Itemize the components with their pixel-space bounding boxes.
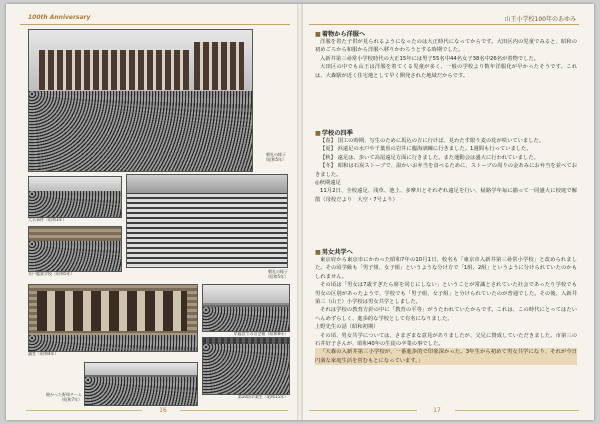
photo-ceremony [202, 284, 290, 332]
photo-students-2 [28, 226, 122, 272]
section-body-coeducation [315, 256, 577, 365]
left-page [6, 4, 299, 420]
photo-school-assembly [28, 29, 253, 172]
caption-students-1: 大名事件（昭和3年） [28, 217, 67, 222]
caption-ceremony: 岸藤宮での宣会報（昭和8年） [233, 331, 288, 336]
footer-rule [180, 410, 288, 411]
photo-students-1 [28, 176, 122, 218]
photo-hall [28, 284, 198, 352]
book-spread [6, 4, 594, 420]
caption-assembly-1: 朝礼の様子 （昭和5年） [263, 152, 286, 162]
paragraph: 【春】 国工の時期、写生のために馬込の方に行けば、見わたす限り麦の花が咲いていました。 [320, 138, 545, 144]
section-title-clothing: ■着物から洋服へ [315, 31, 366, 38]
section-body-clothing [315, 38, 577, 80]
bullet-icon: ■ [315, 31, 321, 38]
left-page-header: 100th Anniversary [28, 14, 91, 21]
photo-baseball-team [84, 362, 198, 406]
photo-morning-assembly [126, 174, 288, 268]
paragraph: 【秋】 遠足は、歩いて高尾遠足方面に行きました。また運動会は盛大に行われていました。 [320, 154, 539, 161]
quote-paragraph: 「大森の入新井第三小学校が、一番進歩的で印象深かった。3年生から初めて男女共学になり、それが今日円満な家庭生活を営むもとになっています。」 [315, 349, 577, 364]
photo-graduates [202, 337, 290, 395]
paragraph: ◎秋期遠足 [315, 180, 341, 187]
paragraph: 入新井第三尋常小学校時代の大正15年には男子55名中44名女子38名中26名が着物でした。 [320, 55, 540, 62]
paragraph: 【夏】 浜遠足の水戸や千葉県の岩井に臨海訓練に行きました。1週間も行っていました。 [320, 146, 532, 153]
caption-students-2: 水戸鑑賞学校（昭和5年） [28, 271, 75, 276]
paragraph: 東京府から東京市にかわった昭和7年の10月1日、校名も「東京市入新井第三尋常小学校」と改められました。その頃学級も「男子組、女子組」というような分け方で「1組、2組」というように分けられていたのかもしれません。 [315, 257, 577, 280]
footer-rule [309, 410, 417, 411]
header-rule [309, 24, 579, 25]
paragraph: 上野先生の話（昭和初期） [315, 324, 379, 331]
section-body-seasons [315, 137, 577, 204]
paragraph: 大田区の中でも山王は洋服を着てくる児童が多く、一般の学校より数年洋服化が早かったそうです。これは、大森駅が近く住宅地として早く開発された地域だからです。 [315, 64, 577, 79]
paragraph: 【冬】 昭和は石炭ストーブで、温かいお弁当を食べるために、ストーブの周りの金あみにお弁当を並べておきました。 [315, 163, 577, 178]
caption-assembly-2: 朝礼の様子 （昭和5年） [265, 269, 288, 279]
paragraph: 洋服を着た子供が見られるようになったのは大正時代になってからです。大田区内の児童でみると、昭和の初めごろから和服から洋服へ移りかわろうとする時期でした。 [315, 39, 577, 54]
caption-baseball-team: 焼かった野球チーム （昭和7年） [46, 392, 82, 402]
paragraph: それは学校の教育方針の中に「教育の平等」がうたわれていたからです。これは、この時代にとってはたいへんめずらしく、進歩的な学校として有名になりました。 [315, 307, 577, 322]
page-number-right: 17 [433, 407, 441, 414]
footer-rule [26, 410, 142, 411]
caption-hall: 講堂（昭和4年） [28, 351, 59, 356]
bullet-icon: ■ [315, 249, 321, 256]
right-page [301, 4, 594, 420]
section-title-seasons: ■学校の四季 [315, 130, 353, 137]
header-rule [20, 24, 290, 25]
paragraph: 11月2日、全校遠足、浅草、池上、多摩川とそれぞれ遠足を行い、帰路学年毎に揃って一同盛大に校庭で解散（母校だより 大空・7号より） [315, 188, 577, 203]
paragraph: その頃は「男女は7歳すぎたら席を同じにしない」ということが常識とされていた社会であったり学校でも男女の区別があったようで、学校でも「男子組、女子組」と分けられていたのが普通でした。その後、入新井第三（山王）小学校は男女共学としました。 [315, 282, 577, 306]
paragraph: その頃、男女共学については、さまざまな意見がありましたが、父兄に賛成していただきました。市第三の石井好子さんが、昭和40年の生徒の卒業の事でした。 [315, 332, 577, 348]
right-page-header: 山王小学校100年のあゆみ [504, 16, 576, 23]
section-title-coeducation: ■男女共学へ [315, 249, 353, 256]
footer-rule [455, 410, 579, 411]
caption-graduates: 第10回卒業生（昭和15年） [237, 394, 288, 399]
page-number-left: 16 [159, 407, 167, 414]
bullet-icon: ■ [315, 130, 321, 137]
